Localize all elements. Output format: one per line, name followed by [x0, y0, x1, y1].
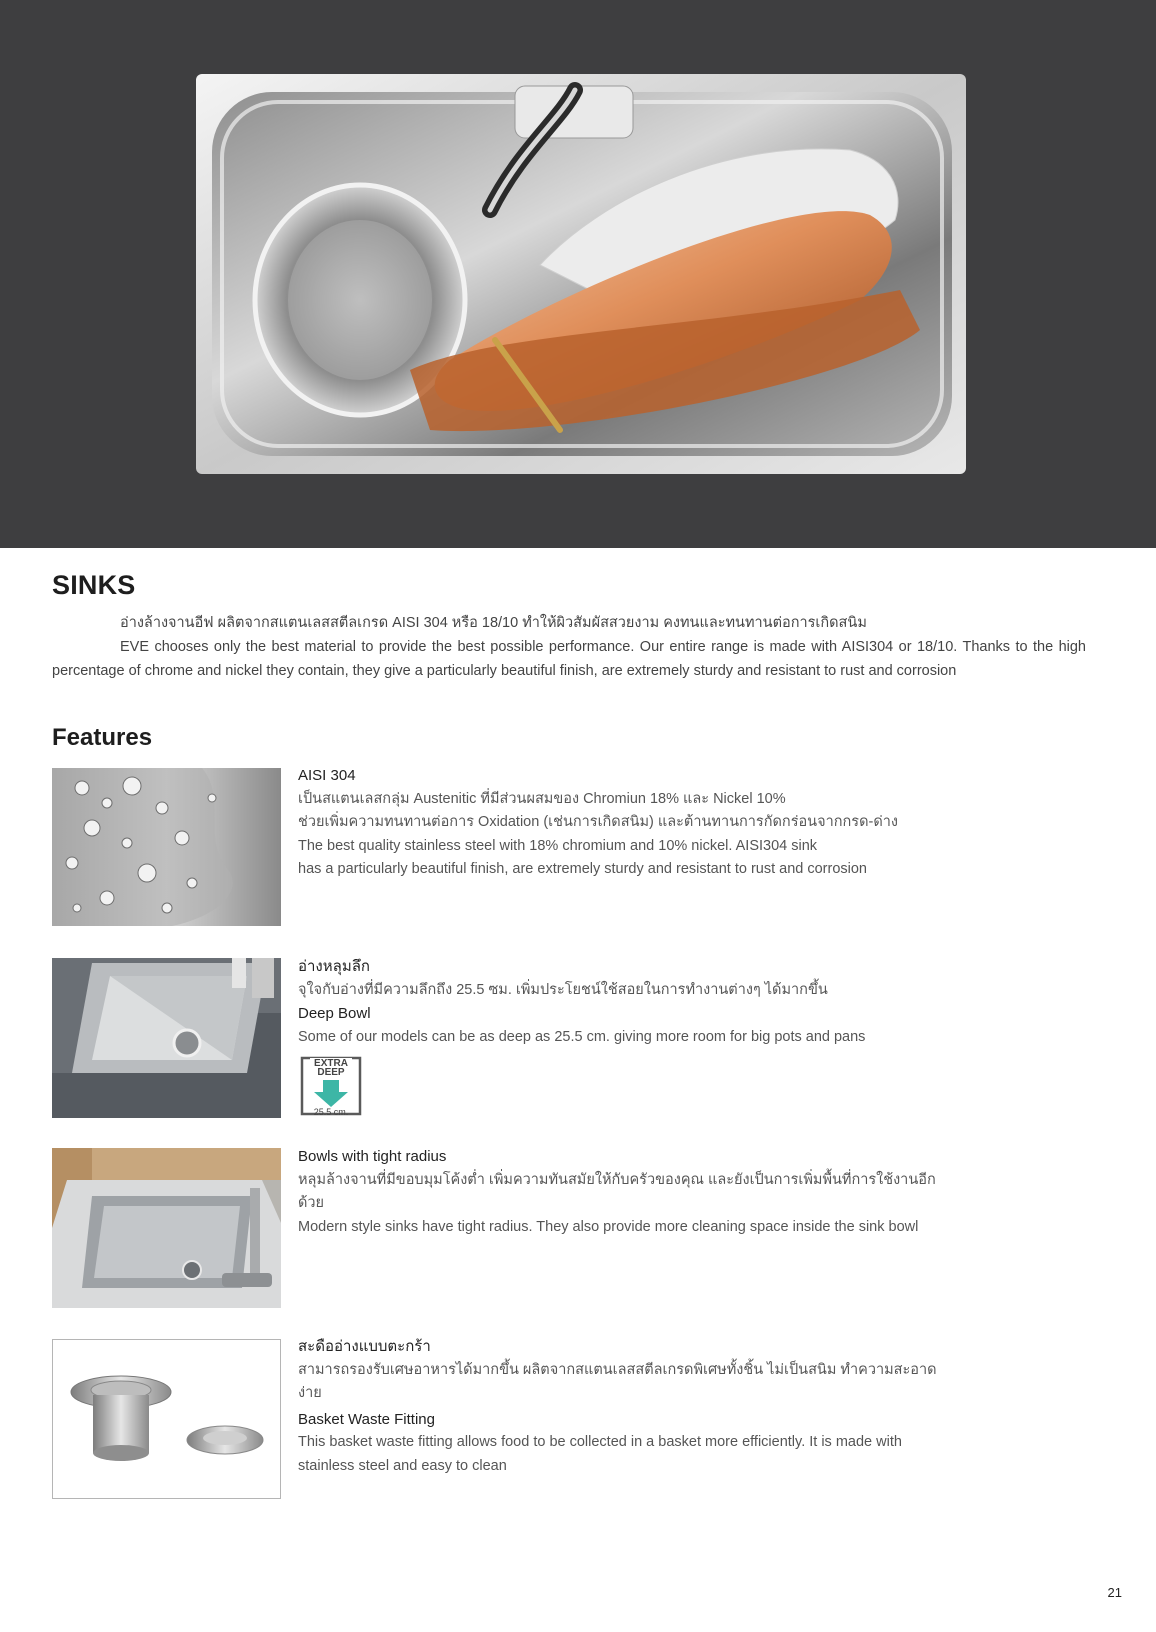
feature-deep-bowl-title: Deep Bowl: [298, 1005, 371, 1022]
sinks-intro-en: EVE chooses only the best material to provide the best possible performance. Our entire range is made with AISI304 or 18/10. Thanks to the high percentage of chrome and nickel they contain, they give a particularly beautiful finish, are extremely sturdy and resistant to rust and corrosion: [52, 639, 1086, 679]
feature-tight-radius-photo: [52, 1148, 281, 1308]
feature-aisi304-en-1: The best quality stainless steel with 18% chromium and 10% nickel. AISI304 sink: [298, 837, 818, 854]
features-title: Features: [52, 724, 153, 751]
extra-deep-icon: [298, 1055, 366, 1117]
feature-tight-radius-thai: หลุมล้างจานที่มีขอบมุมโค้งต่ำ เพิ่มความทันสมัยให้กับครัวของคุณ และยังเป็นการเพิ่มพื้นที่การใช้งานอีกด้วย: [298, 1171, 936, 1211]
sinks-intro-thai: อ่างล้างจานอีฟ ผลิตจากสแตนเลสสตีลเกรด AISI 304 หรือ 18/10 ทำให้ผิวสัมผัสสวยงาม คงทนและทนทานต่อการเกิดสนิม: [120, 615, 867, 631]
badge-line1: EXTRA: [314, 1058, 348, 1069]
extra-deep-badge: [298, 1055, 366, 1117]
sinks-intro: [52, 611, 1086, 683]
feature-basket-text: This basket waste fitting allows food to be collected in a basket more efficiently. It is made with stainless steel and easy to clean: [298, 1434, 902, 1474]
hero-sink-photo: [0, 0, 1156, 548]
feature-tight-radius-title: Bowls with tight radius: [298, 1148, 447, 1165]
feature-deep-bowl-photo: [52, 958, 281, 1118]
feature-basket-thai-title: สะดืออ่างแบบตะกร้า: [298, 1338, 431, 1355]
feature-aisi304-en-2: has a particularly beautiful finish, are extremely sturdy and resistant to rust and corrosion: [298, 861, 867, 877]
feature-tight-radius-en: Modern style sinks have tight radius. They also provide more cleaning space inside the sink bowl: [298, 1218, 919, 1235]
feature-aisi304-thai-2: ช่วยเพิ่มความทนทานต่อการ Oxidation (เช่นการเกิดสนิม) และต้านทานการกัดกร่อนจากกรด-ด่าง: [298, 814, 898, 830]
feature-basket-title: Basket Waste Fitting: [298, 1410, 435, 1428]
feature-tight-radius: [298, 1145, 958, 1239]
feature-aisi304-photo: [52, 768, 281, 926]
feature-deep-bowl: [298, 955, 958, 1117]
sink-photo-illustration: [0, 0, 1156, 548]
feature-aisi304-thai-1: เป็นสแตนเลสกลุ่ม Austenitic ที่มีส่วนผสมของ Chromiun 18% และ Nickel 10%: [298, 790, 786, 807]
feature-basket-thai-text: สามารถรองรับเศษอาหารได้มากขึ้น ผลิตจากสแตนเลสสตีลเกรดพิเศษทั้งชิ้น ไม่เป็นสนิม ทำความสะอาดง่าย: [298, 1361, 937, 1401]
sinks-title: SINKS: [52, 570, 136, 600]
feature-deep-bowl-thai-text: จุใจกับอ่างที่มีความลึกถึง 25.5 ซม. เพิ่มประโยชน์ใช้สอยในการทำงานต่างๆ ได้มากขึ้น: [298, 981, 828, 998]
page-number: 21: [1107, 1585, 1122, 1600]
feature-basket-waste: [298, 1335, 958, 1478]
feature-deep-bowl-text: Some of our models can be as deep as 25.5 cm. giving more room for big pots and pans: [298, 1028, 866, 1045]
badge-line2: DEEP: [317, 1067, 345, 1078]
badge-depth: 25.5 cm.: [313, 1107, 349, 1117]
feature-aisi304: [298, 764, 958, 882]
feature-aisi304-title: AISI 304: [298, 767, 356, 784]
feature-basket-waste-photo: [52, 1339, 281, 1499]
feature-deep-bowl-thai-title: อ่างหลุมลึก: [298, 958, 370, 975]
